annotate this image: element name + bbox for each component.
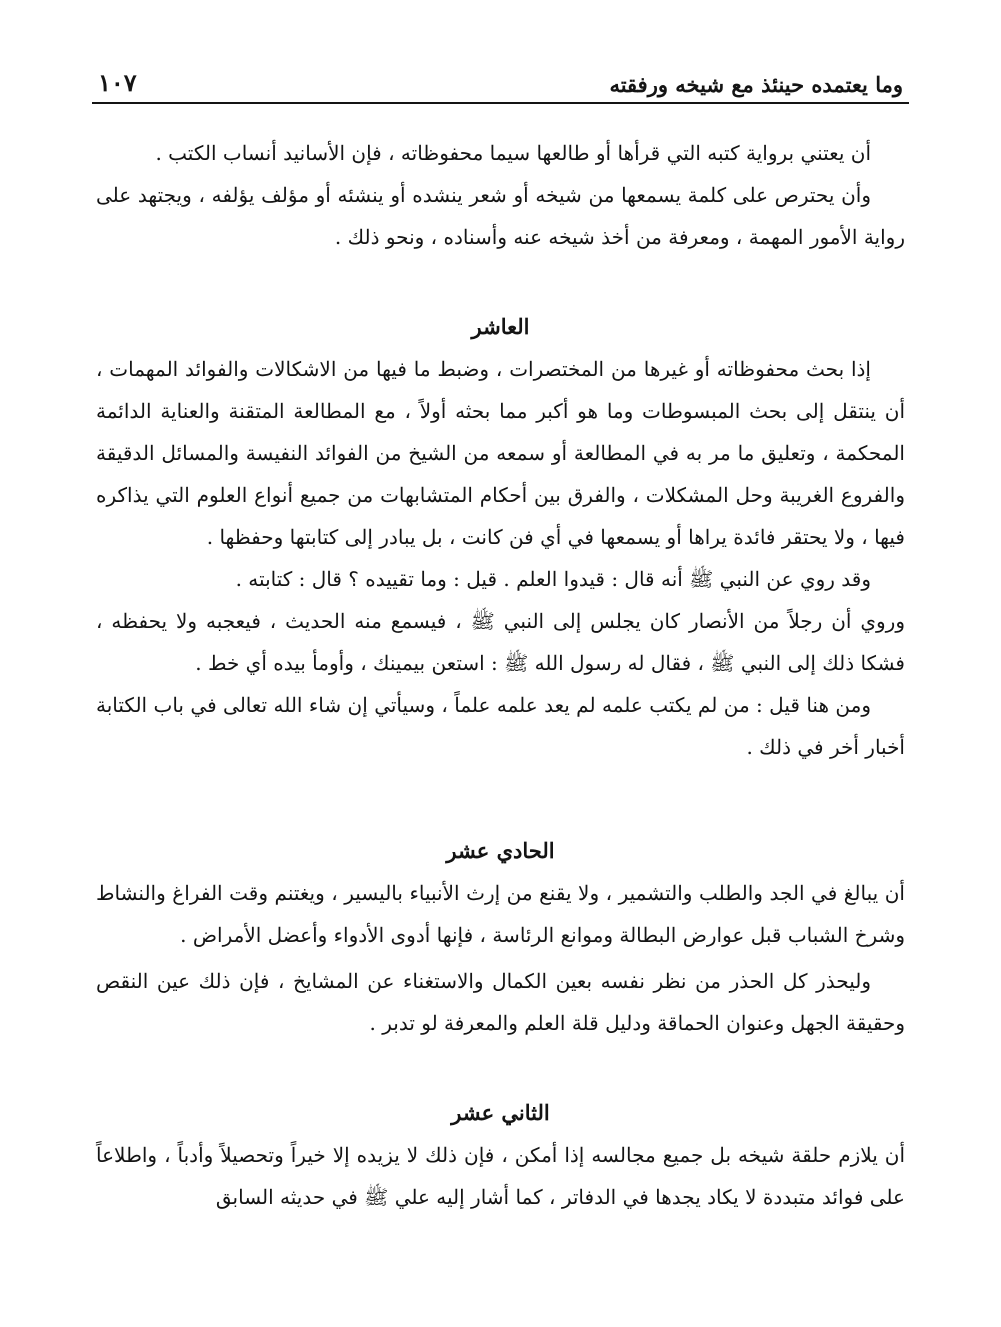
section-heading-12: الثاني عشر xyxy=(451,1100,550,1125)
section-spacer xyxy=(96,1044,905,1092)
section-spacer xyxy=(96,258,905,306)
section-heading-10: العاشر xyxy=(471,314,530,339)
section-12-paragraph-1: أن يلازم حلقة شيخه بل جميع مجالسه إذا أمكن ، فإن ذلك لا يزيده إلا خيراً وتحصيلاً وأدباً ، واطلاعاً على فوائد متبددة لا يكاد يجدها في الدفاتر ، كما أشار إليه علي ﷺ في حديثه السابق xyxy=(96,1143,905,1209)
section-10-paragraph-1: إذا بحث محفوظاته أو غيرها من المختصرات ، وضبط ما فيها من الاشكالات والفوائد المهمات ، أن ينتقل إلى بحث المبسوطات وما هو أكبر مما بحثه أولاً ، مع المطالعة المتقنة والعناية الدائمة المحكمة ، وتعليق ما مر به في المطالعة أو سمعه من الشيخ من الفوائد النفيسة والمسائل الدقيقة والفروع الغريبة وحل المشكلات ، والفرق بين أحكام المتشابهات من جميع أنواع العلوم التي يذاكره فيها ، ولا يحتقر فائدة يراها أو يسمعها في أي فن كانت ، بل يبادر إلى كتابتها وحفظها . xyxy=(96,357,905,549)
section-10-paragraph-3: وروي أن رجلاً من الأنصار كان يجلس إلى النبي ﷺ ، فيسمع منه الحديث ، فيعجبه ولا يحفظه ، فشكا ذلك إلى النبي ﷺ ، فقال له رسول الله ﷺ : استعن بيمينك ، وأومأ بيده أي خط . xyxy=(96,609,905,675)
intro-paragraph-2: وأن يحترص على كلمة يسمعها من شيخه أو شعر ينشده أو ينشئه أو مؤلف يؤلفه ، ويجتهد على رواية الأمور المهمة ، ومعرفة من أخذ شيخه عنه وأسناده ، ونحو ذلك . xyxy=(96,183,905,249)
page-number: ١٠٧ xyxy=(98,68,137,97)
section-spacer xyxy=(96,768,905,830)
section-heading-11: الحادي عشر xyxy=(446,838,555,863)
intro-paragraph-1: أن يعتني برواية كتبه التي قرأها أو طالعها سيما محفوظاته ، فإن الأسانيد أنساب الكتب . xyxy=(155,141,871,165)
section-10-paragraph-2: وقد روي عن النبي ﷺ أنه قال : قيدوا العلم . قيل : وما تقييده ؟ قال : كتابته . xyxy=(235,567,871,591)
header-rule xyxy=(92,102,909,104)
section-10-paragraph-4: ومن هنا قيل : من لم يكتب علمه لم يعد علمه علماً ، وسيأتي إن شاء الله تعالى في باب الكتابة أخبار أخر في ذلك . xyxy=(96,693,905,759)
running-header xyxy=(92,64,909,104)
page-body xyxy=(96,132,905,1218)
running-title: وما يعتمده حينئذ مع شيخه ورفقته xyxy=(609,72,903,97)
section-11-paragraph-2: وليحذر كل الحذر من نظر نفسه بعين الكمال والاستغناء عن المشايخ ، فإن ذلك عين النقص وحقيقة الجهل وعنوان الحماقة ودليل قلة العلم والمعرفة لو تدبر . xyxy=(96,969,905,1035)
section-11-paragraph-1: أن يبالغ في الجد والطلب والتشمير ، ولا يقنع من إرث الأنبياء باليسير ، ويغتنم وقت الفراغ والنشاط وشرخ الشباب قبل عوارض البطالة وموانع الرئاسة ، فإنها أدوى الأدواء وأعضل الأمراض . xyxy=(96,881,905,947)
